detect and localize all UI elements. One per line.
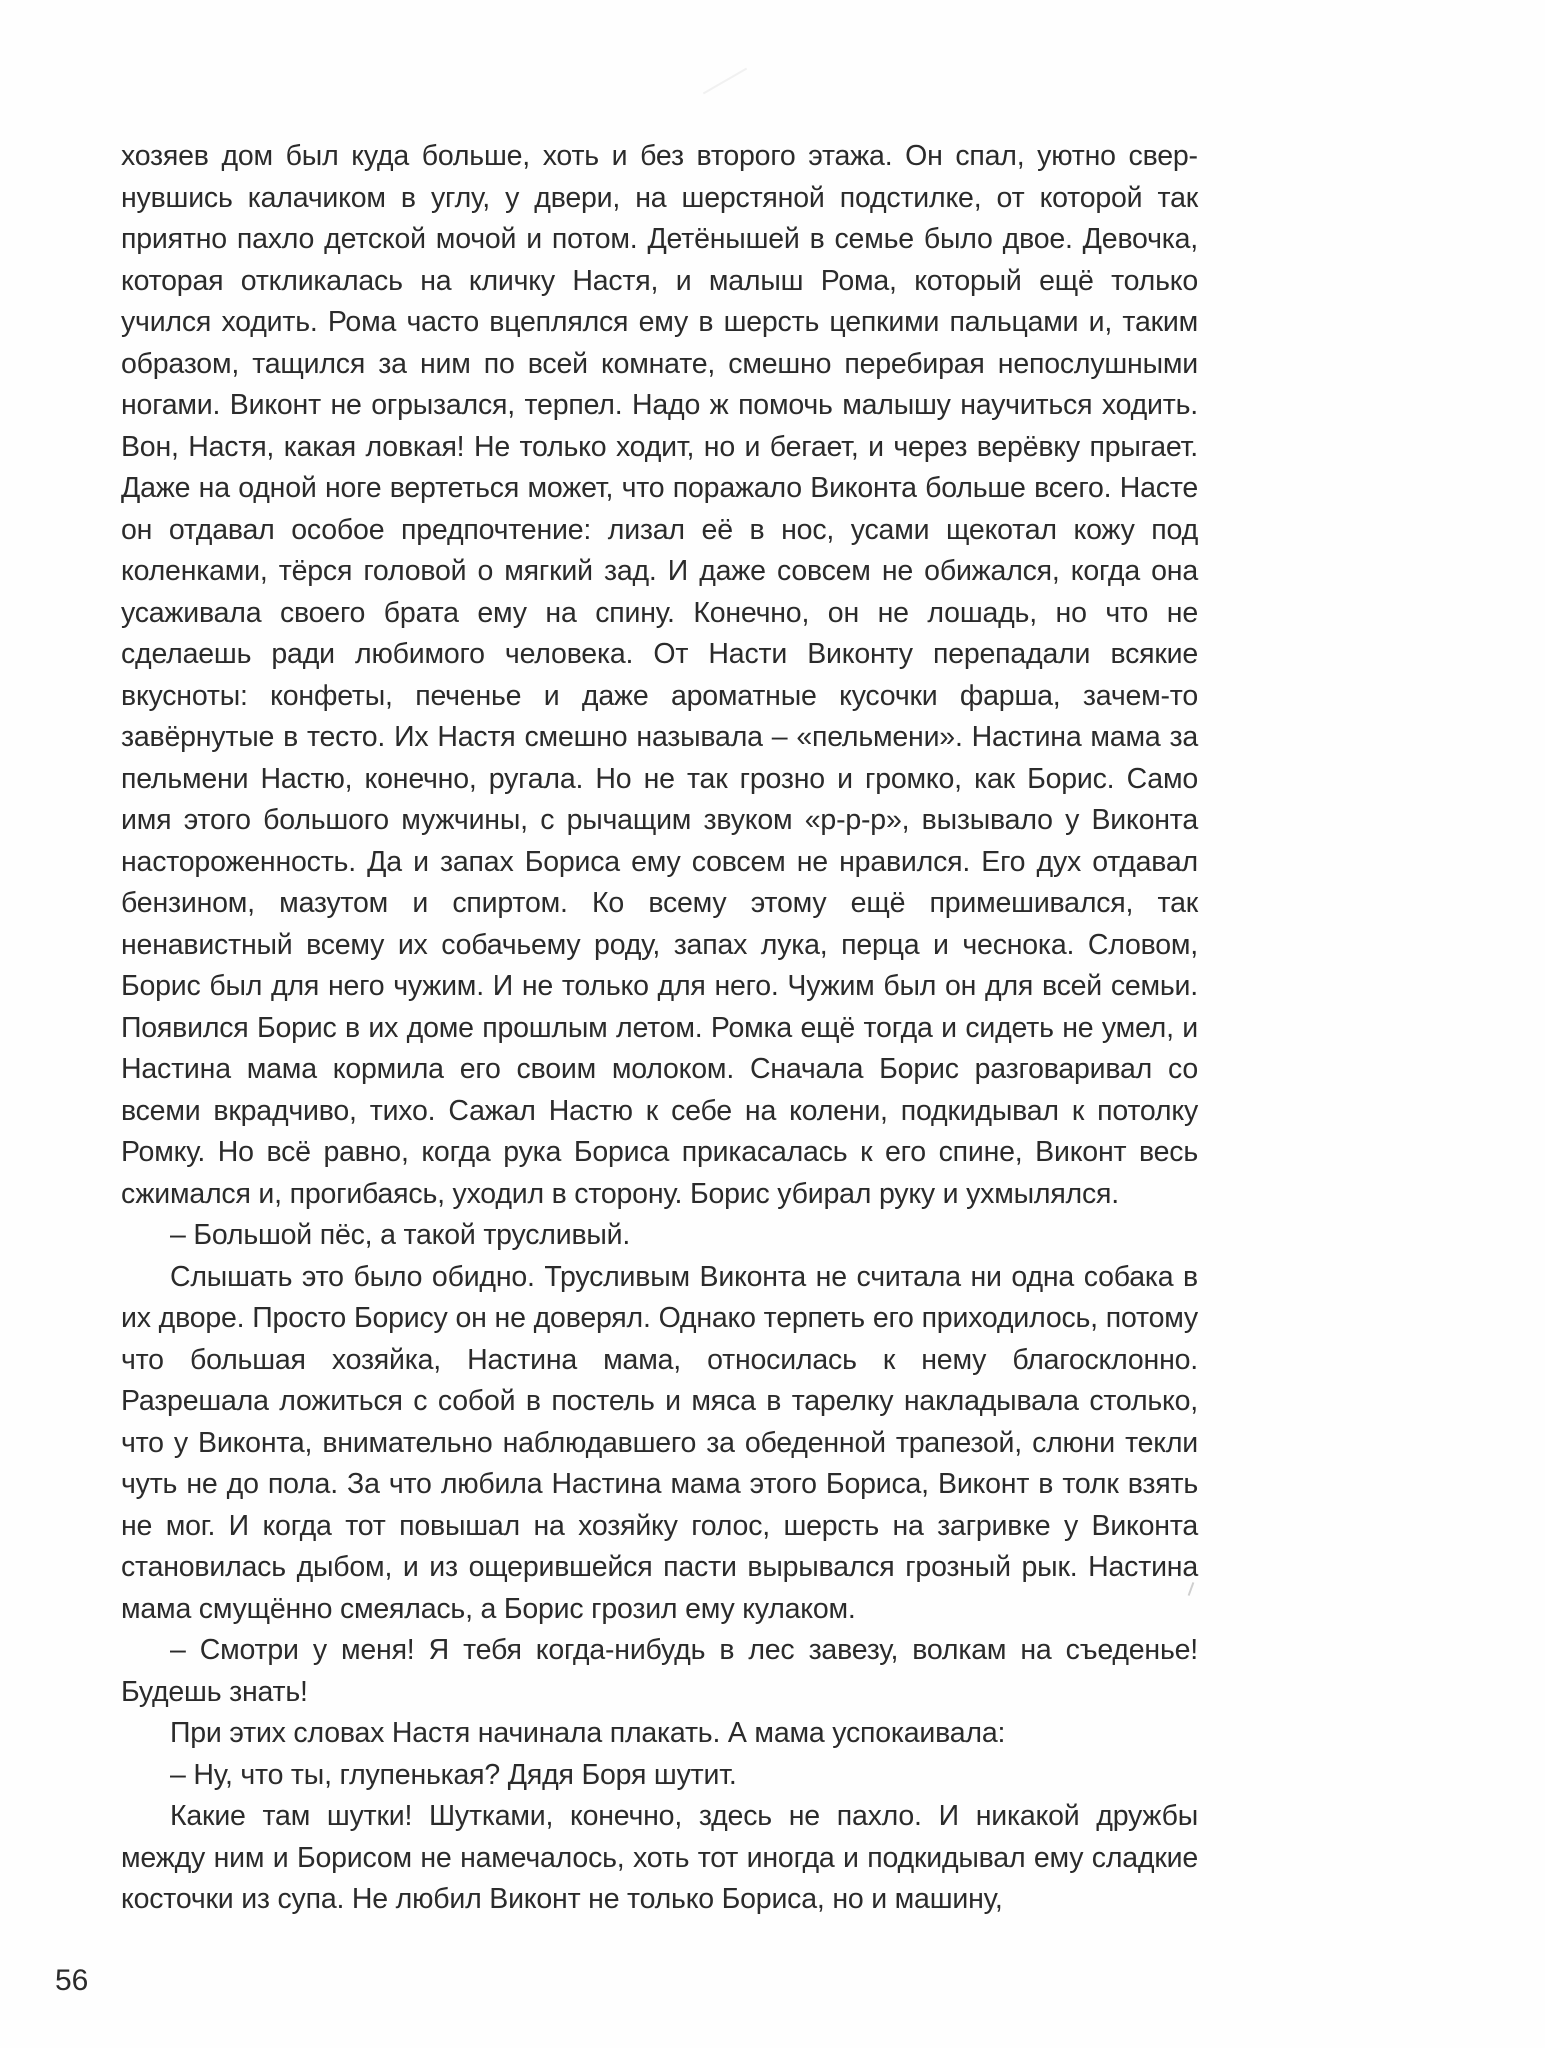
- paragraph-3: При этих словах Настя начинала плакать. А мама успокаивала:: [170, 1717, 1006, 1749]
- dialogue-line-3: – Ну, что ты, глупенькая? Дядя Боря шутит.: [170, 1758, 737, 1791]
- paragraph-4: Какие там шутки! Шутками, конечно, здесь не пахло. И никакой дружбы между ним и Борисом не намечалось, хоть тот иногда и подкидывал ему сладкие косточки из супа. Не любил Виконт не только Бориса, но и машину,: [121, 1800, 1198, 1915]
- paragraph-1: хозяев дом был куда больше, хоть и без второго этажа. Он спал, уютно свернувшись калачиком в углу, у двери, на шерстяной подстилке, от которой так приятно пахло детской мочой и потом. Детёнышей в семье было двое. Девочка, которая откликалась на кличку Настя, и малыш Рома, который ещё только учился ходить. Рома часто вцеплялся ему в шерсть цепкими пальцами и, таким образом, тащился за ним по всей комнате, смешно перебирая непослушными ногами. Виконт не огрызался, терпел. Надо ж помочь малышу научиться ходить. Вон, Настя, какая ловкая! Не только ходит, но и бегает, и через верёвку прыгает. Даже на одной ноге вертеться может, что поражало Виконта больше всего. Насте он отдавал особое предпочтение: лизал её в нос, усами щекотал кожу под коленками, тёрся головой о мягкий зад. И даже совсем не обижался, когда она усаживала своего брата ему на спину. Конечно, он не лошадь, но что не сделаешь ради любимого человека. От Насти Виконту перепадали всякие вкусноты: конфеты, печенье и даже ароматные кусочки фарша, зачем-то завёрнутые в тесто. Их Настя смешно называла – «пельмени». Настина мама за пельмени Настю, конечно, ругала. Но не так грозно и громко, как Борис. Само имя этого большого мужчины, с рычащим звуком «р-р-р», вызывало у Виконта настороженность. Да и запах Бориса ему совсем не нравился. Его дух отдавал бензином, мазутом и спиртом. Ко всему этому ещё примешивался, так ненавистный всему их собачьему роду, запах лука, перца и чеснока. Словом, Борис был для него чужим. И не только для него. Чужим был он для всей семьи. Появился Борис в их доме прошлым летом. Ромка ещё тогда и сидеть не умел, и Настина мама кормила его своим молоком. Сначала Борис разговаривал со всеми вкрадчиво, тихо. Сажал Настю к себе на колени, подкидывал к потолку Ромку. Но всё равно, когда рука Бориса прикасалась к его спине, Виконт весь сжимался и, прогибаясь, уходил в сторону. Борис убирал руку и ухмылялся.: [121, 140, 1198, 1210]
- scan-artifact: [703, 68, 747, 95]
- dialogue-line-1: – Большой пёс, а такой трусливый.: [170, 1219, 631, 1251]
- page-number: 56: [55, 1964, 89, 1997]
- dialogue-line-2: – Смотри у меня! Я тебя когда-нибудь в лес завезу, волкам на съеденье! Будешь знать!: [121, 1634, 1198, 1708]
- body-text: [121, 136, 1198, 1921]
- paragraph-2: Слышать это было обидно. Трусливым Виконта не считала ни одна собака в их дворе. Просто Борису он не доверял. Однако терпеть его приходилось, потому что большая хозяйка, Настина мама, относилась к нему благосклонно. Разрешала ложиться с собой в постель и мяса в тарелку накладывала столько, что у Виконта, внимательно наблюдавшего за обеденной трапезой, слюни текли чуть не до пола. За что любила Настина мама этого Бориса, Виконт в толк взять не мог. И когда тот повышал на хозяйку голос, шерсть на загривке у Виконта становилась дыбом, и из ощерившейся пасти вырывался грозный рык. Настина мама смущённо смеялась, а Борис грозил ему кулаком.: [121, 1260, 1198, 1625]
